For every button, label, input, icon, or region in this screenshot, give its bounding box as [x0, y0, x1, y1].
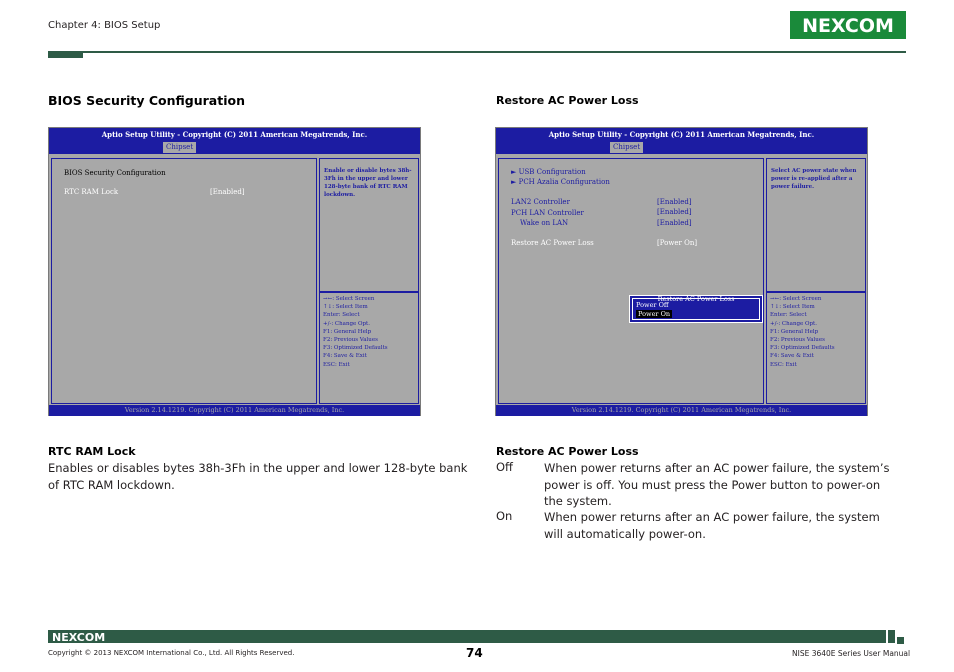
popup-option-power-on[interactable]: Power On — [638, 310, 671, 318]
chapter-title: Chapter 4: BIOS Setup — [48, 20, 161, 31]
popup-option-power-off[interactable]: Power Off — [636, 301, 669, 309]
bios-key-list — [770, 295, 835, 369]
svg-text:NEXCOM: NEXCOM — [52, 631, 106, 642]
option-desc-off: When power returns after an AC power failure, the system’s power is off. You must press the Power button to power-on the system. — [544, 461, 890, 508]
nexcom-logo — [790, 11, 906, 39]
bios-key-hint: F3: Optimized Defaults — [770, 345, 835, 352]
bios-key-list — [323, 295, 388, 369]
bios-key-hint: ↑↓: Select Item — [323, 304, 368, 311]
header-tab — [48, 51, 83, 58]
bios-key-hint: Enter: Select — [770, 312, 807, 319]
bios-item-lan2[interactable]: LAN2 Controller — [511, 198, 570, 206]
bios-footer: Version 2.14.1219. Copyright (C) 2011 American Megatrends, Inc. — [496, 405, 867, 416]
bios-key-hint: ESC: Exit — [323, 361, 350, 368]
bios-key-hint: F4: Save & Exit — [323, 353, 367, 360]
bios-key-hint: +/-: Change Opt. — [323, 320, 371, 327]
bios-footer: Version 2.14.1219. Copyright (C) 2011 American Megatrends, Inc. — [49, 405, 420, 416]
bios-help-panel — [319, 158, 419, 292]
desc-heading-restore: Restore AC Power Loss — [496, 445, 639, 458]
bios-item-value[interactable]: [Enabled] — [657, 198, 692, 206]
bios-tab-chipset[interactable]: Chipset — [610, 142, 643, 153]
footer-nexcom-logo — [52, 631, 110, 642]
svg-text:NEXCOM: NEXCOM — [802, 15, 894, 37]
bios-key-hint: F2: Previous Values — [770, 337, 825, 344]
bios-tab-bar — [49, 141, 420, 154]
bios-tab-bar — [496, 141, 867, 154]
header-rule — [48, 51, 906, 53]
footer-copyright: Copyright © 2013 NEXCOM International Co., Ltd. All Rights Reserved. — [48, 649, 295, 657]
bios-tab-chipset[interactable]: Chipset — [163, 142, 196, 153]
section-heading-restore: Restore AC Power Loss — [496, 94, 639, 107]
bios-item-restore-ac[interactable]: Restore AC Power Loss — [511, 239, 594, 247]
bios-submenu-usb[interactable]: ► USB Configuration — [511, 168, 586, 176]
manual-title: NISE 3640E Series User Manual — [792, 649, 911, 658]
bios-key-hint: F3: Optimized Defaults — [323, 345, 388, 352]
bios-keys-panel — [319, 292, 419, 404]
bios-item-rtc-ram-lock[interactable]: RTC RAM Lock — [64, 188, 119, 196]
footer-square — [888, 630, 895, 637]
bios-main-panel — [51, 158, 317, 404]
option-term-on: On — [496, 509, 513, 523]
section-heading-security: BIOS Security Configuration — [48, 93, 245, 108]
footer-bar — [48, 630, 886, 643]
bios-top-bar: Aptio Setup Utility - Copyright (C) 2011 American Megatrends, Inc. — [49, 128, 420, 141]
bios-submenu-azalia[interactable]: ► PCH Azalia Configuration — [511, 178, 610, 186]
option-desc-on: When power returns after an AC power failure, the system will automatically power-on. — [544, 510, 880, 541]
bios-key-hint: →←: Select Screen — [770, 296, 822, 302]
bios-main-panel — [498, 158, 764, 404]
bios-item-value[interactable]: [Enabled] — [210, 188, 245, 196]
popup-title: Restore AC Power Loss — [657, 295, 735, 303]
bios-page-title: BIOS Security Configuration — [64, 169, 166, 177]
desc-heading-rtc: RTC RAM Lock — [48, 445, 136, 458]
option-term-off: Off — [496, 460, 513, 474]
bios-key-hint: ESC: Exit — [770, 361, 797, 368]
bios-key-hint: ↑↓: Select Item — [770, 304, 815, 311]
bios-key-hint: Enter: Select — [323, 312, 360, 319]
bios-item-value[interactable]: [Enabled] — [657, 219, 692, 227]
bios-key-hint: F1: General Help — [323, 328, 372, 335]
bios-screen-restore — [495, 127, 868, 416]
bios-item-value[interactable]: [Enabled] — [657, 208, 692, 216]
desc-text-rtc: Enables or disables bytes 38h-3Fh in the upper and lower 128-byte bank of RTC RAM lockdown. — [48, 461, 468, 492]
bios-option-popup — [629, 295, 763, 323]
bios-key-hint: F1: General Help — [770, 328, 819, 335]
bios-screen-security — [48, 127, 421, 416]
bios-item-pch-lan[interactable]: PCH LAN Controller — [511, 209, 584, 217]
footer-square — [888, 637, 895, 643]
footer-square — [897, 637, 904, 644]
bios-key-hint: F2: Previous Values — [323, 337, 378, 344]
bios-key-hint: →←: Select Screen — [323, 296, 375, 302]
bios-help-panel — [766, 158, 866, 292]
bios-help-text: Select AC power state when power is re-applied after a power failure. — [771, 168, 857, 190]
bios-item-wake-on-lan[interactable]: Wake on LAN — [520, 219, 569, 227]
bios-keys-panel — [766, 292, 866, 404]
bios-top-bar: Aptio Setup Utility - Copyright (C) 2011 American Megatrends, Inc. — [496, 128, 867, 141]
page-number: 74 — [466, 646, 483, 660]
bios-item-value[interactable]: [Power On] — [657, 239, 698, 247]
bios-help-text: Enable or disable bytes 38h-3Fh in the upper and lower 128-byte bank of RTC RAM lockdown. — [324, 168, 412, 198]
bios-key-hint: F4: Save & Exit — [770, 353, 814, 360]
bios-key-hint: +/-: Change Opt. — [770, 320, 818, 327]
